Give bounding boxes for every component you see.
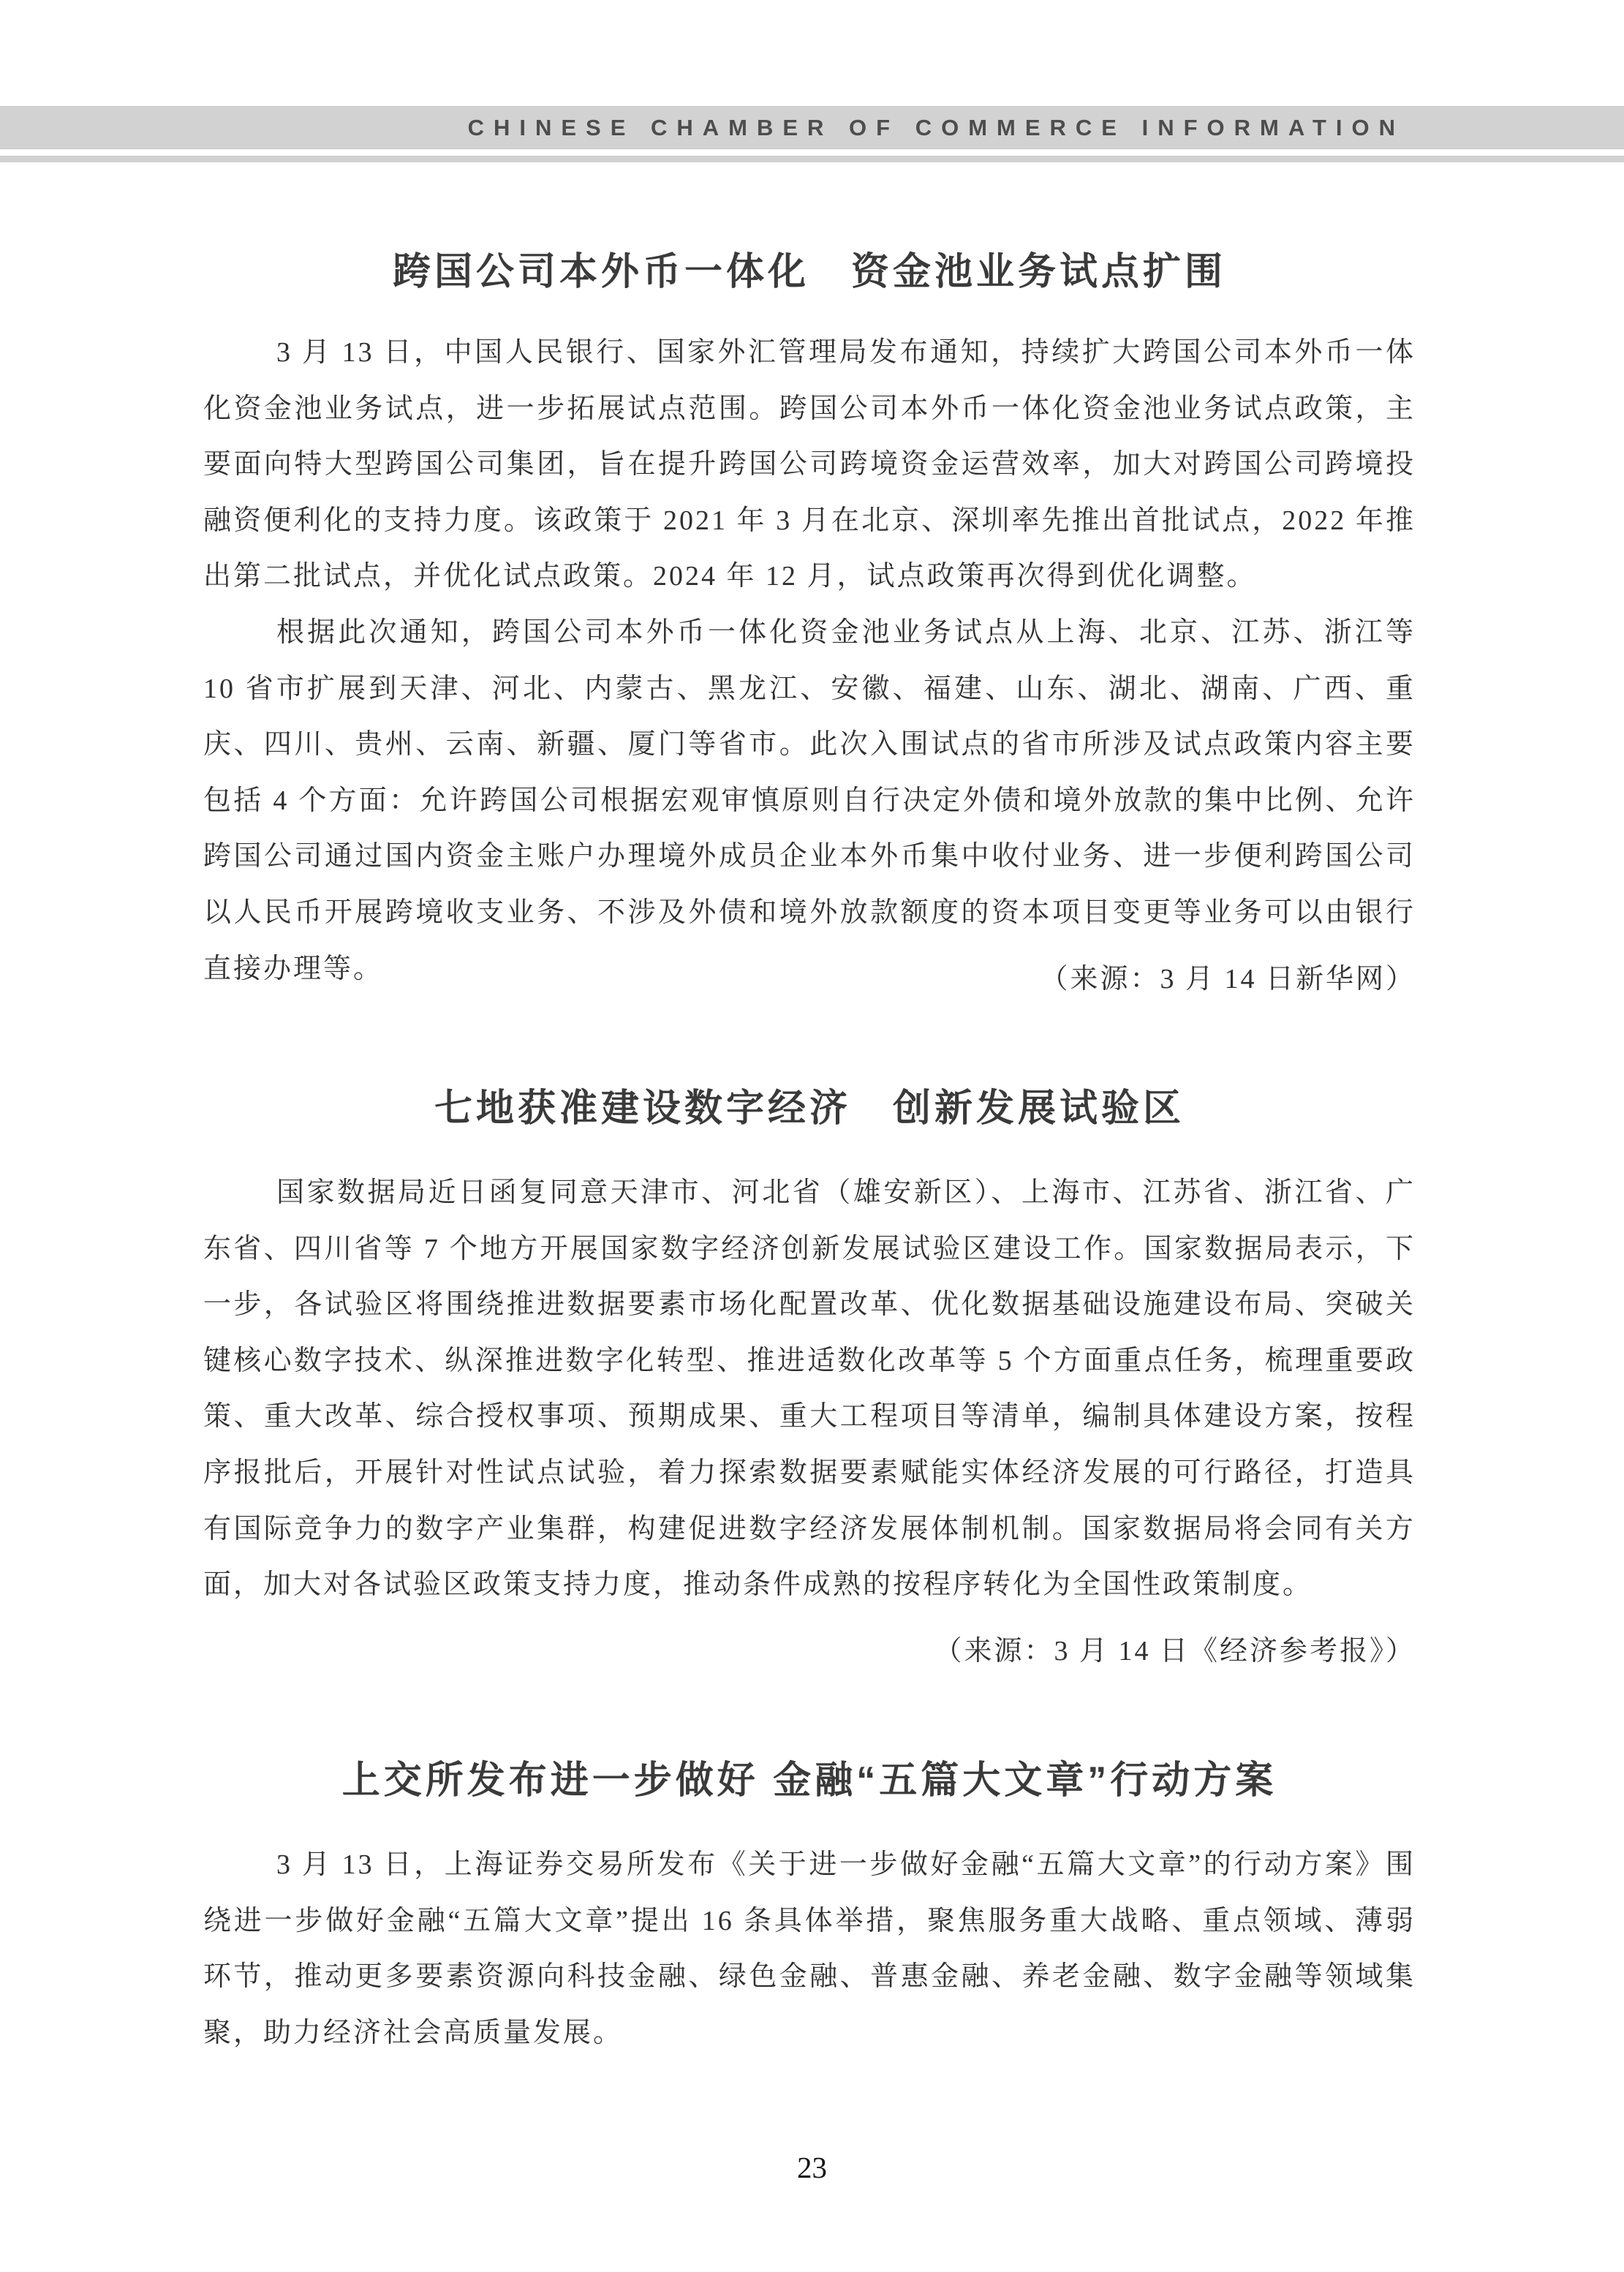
header-band bbox=[0, 106, 1624, 149]
article-1-source: （来源：3 月 14 日新华网） bbox=[1040, 964, 1416, 995]
article-1-paragraph-2: 根据此次通知，跨国公司本外币一体化资金池业务试点从上海、北京、江苏、浙江等 10 省市扩展到天津、河北、内蒙古、黑龙江、安徽、福建、山东、湖北、湖南、广西、重庆、四川、贵州、云南、新疆、厦门等省市。此次入围试点的省市所涉及试点政策内容主要包括 4 个方面：允许跨国公司根据宏观审慎原则自行决定外债和境外放款的集中比例、允许跨国公司通过国内资金主账户办理境外成员企业本外币集中收付业务、进一步便利跨国公司以人民币开展跨境收支业务、不涉及外债和境外放款额度的资本项目变更等业务可以由银行直接办理等。 bbox=[203, 617, 1416, 984]
article-3-paragraph-1: 3 月 13 日，上海证券交易所发布《关于进一步做好金融“五篇大文章”的行动方案》围绕进一步做好金融“五篇大文章”提出 16 条具体举措，聚焦服务重大战略、重点领域、薄弱环节，推动更多要素资源向科技金融、绿色金融、普惠金融、养老金融、数字金融等领域集聚，助力经济社会高质量发展。 bbox=[203, 1849, 1416, 2048]
article-2-source: （来源：3 月 14 日《经济参考报》） bbox=[934, 1636, 1416, 1667]
article-1-title: 跨国公司本外币一体化 资金池业务试点扩围 bbox=[392, 251, 1226, 293]
article-2-title: 七地获准建设数字经济 创新发展试验区 bbox=[434, 1087, 1185, 1130]
header-banner-text: CHINESE CHAMBER OF COMMERCE INFORMATION bbox=[467, 115, 1405, 140]
article-1-paragraph-1: 3 月 13 日，中国人民银行、国家外汇管理局发布通知，持续扩大跨国公司本外币一体化资金池业务试点，进一步拓展试点范围。跨国公司本外币一体化资金池业务试点政策，主要面向特大型跨国公司集团，旨在提升跨国公司跨境资金运营效率，加大对跨国公司跨境投融资便利化的支持力度。该政策于 2021 年 3 月在北京、深圳率先推出首批试点，2022 年推出第二批试点，并优化试点政策。2024 年 12 月，试点政策再次得到优化调整。 bbox=[203, 337, 1416, 592]
header-thin-band bbox=[0, 156, 1624, 162]
article-2-paragraph-1: 国家数据局近日函复同意天津市、河北省（雄安新区）、上海市、江苏省、浙江省、广东省、四川省等 7 个地方开展国家数字经济创新发展试验区建设工作。国家数据局表示，下一步，各试验区将围绕推进数据要素市场化配置改革、优化数据基础设施建设布局、突破关键核心数字技术、纵深推进数字化转型、推进适数化改革等 5 个方面重点任务，梳理重要政策、重大改革、综合授权事项、预期成果、重大工程项目等清单，编制具体建设方案，按程序报批后，开展针对性试点试验，着力探索数据要素赋能实体经济发展的可行路径，打造具有国际竞争力的数字产业集群，构建促进数字经济发展体制机制。国家数据局将会同有关方面，加大对各试验区政策支持力度，推动条件成熟的按程序转化为全国性政策制度。 bbox=[203, 1177, 1416, 1601]
article-3-title: 上交所发布进一步做好 金融“五篇大文章”行动方案 bbox=[341, 1759, 1277, 1802]
page-number: 23 bbox=[797, 2151, 827, 2184]
